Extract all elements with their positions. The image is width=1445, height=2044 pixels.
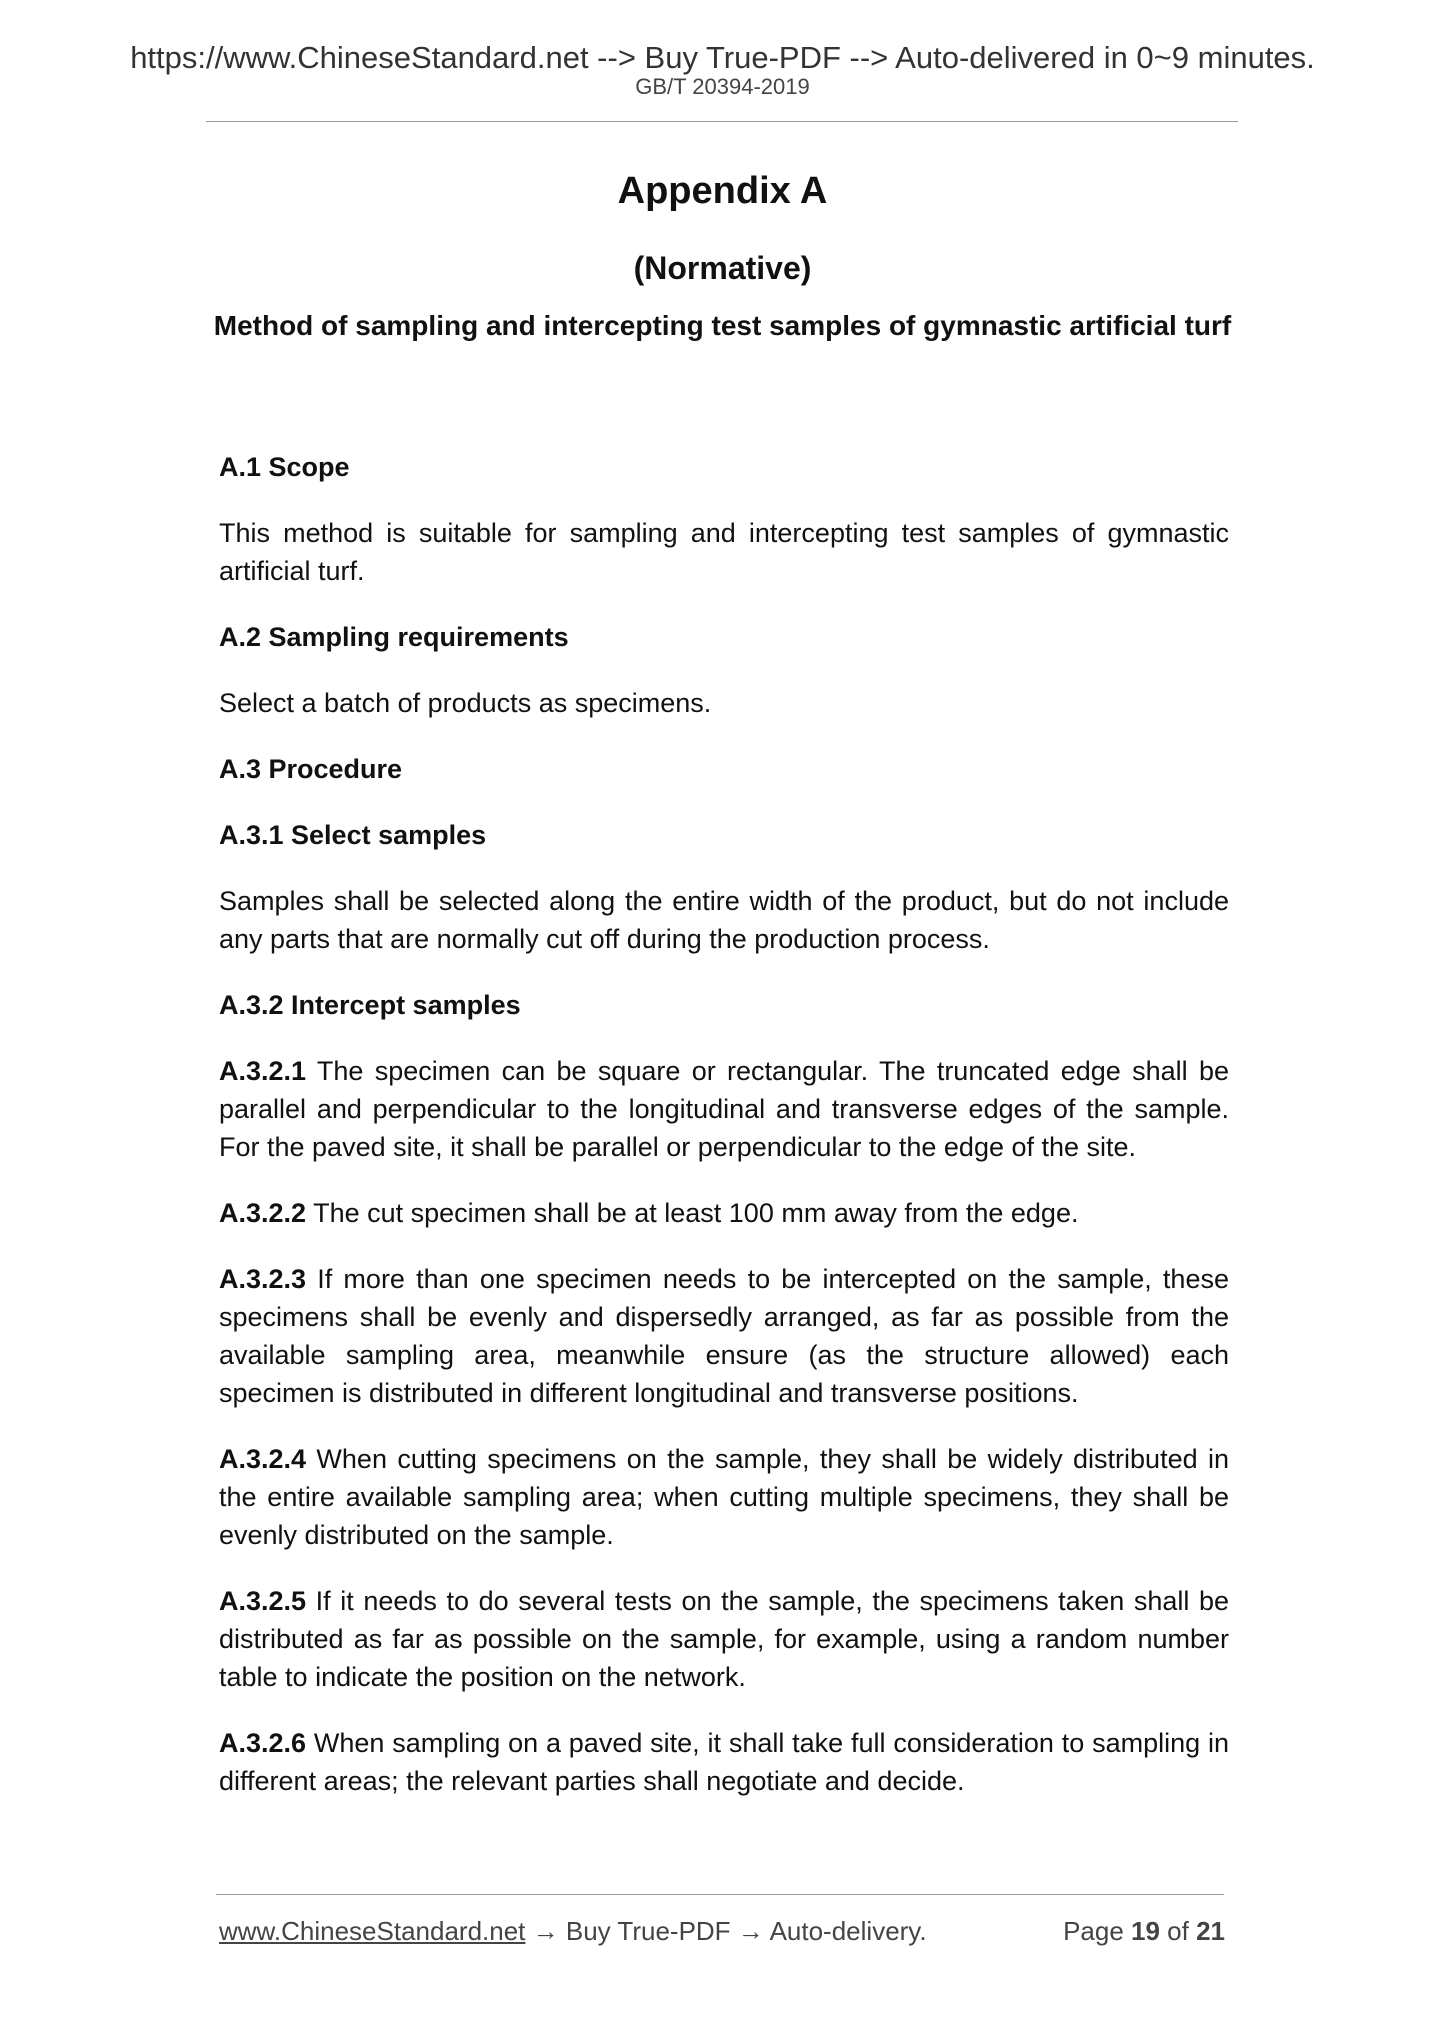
- clause-text: When sampling on a paved site, it shall take full consideration to sampling in different areas; the relevant parties shall negotiate and decide.: [219, 1728, 1229, 1796]
- clause-a323: [219, 1260, 1229, 1412]
- section-heading-a1: A.1 Scope: [219, 452, 350, 482]
- section-heading-a3: A.3 Procedure: [219, 754, 403, 784]
- clause-text: The cut specimen shall be at least 100 mm away from the edge.: [306, 1198, 1079, 1228]
- section-heading-a31: A.3.1 Select samples: [219, 820, 487, 850]
- clause-a326: [219, 1724, 1229, 1800]
- clause-text: If it needs to do several tests on the sample, the specimens taken shall be distributed as far as possible on the sample, for example, using a random number table to indicate the position on the network.: [219, 1586, 1229, 1692]
- section-heading-a2: A.2 Sampling requirements: [219, 622, 569, 652]
- clause-a324: [219, 1440, 1229, 1554]
- of-label: of: [1159, 1916, 1197, 1946]
- clause-a322: [219, 1194, 1229, 1232]
- footer-divider: [216, 1894, 1224, 1895]
- section-text-a1: This method is suitable for sampling and intercepting test samples of gymnastic artificial turf.: [219, 518, 1229, 586]
- header-divider: [206, 121, 1238, 122]
- standard-code: GB/T 20394-2019: [635, 74, 810, 99]
- page-number: [1063, 1915, 1225, 1947]
- section-heading-a32: A.3.2 Intercept samples: [219, 990, 521, 1020]
- clause-text: When cutting specimens on the sample, they shall be widely distributed in the entire available sampling area; when cutting multiple specimens, they shall be evenly distributed on the sample.: [219, 1444, 1229, 1550]
- clause-number: A.3.2.1: [219, 1056, 307, 1086]
- clause-a325: [219, 1582, 1229, 1696]
- document-body: [219, 448, 1229, 1828]
- footer-promo-text: → Buy True-PDF → Auto-delivery.: [525, 1916, 927, 1946]
- footer-site-link[interactable]: www.ChineseStandard.net: [219, 1916, 526, 1946]
- section-text-a2: Select a batch of products as specimens.: [219, 688, 712, 718]
- clause-number: A.3.2.4: [219, 1444, 307, 1474]
- footer-promo: [219, 1915, 927, 1947]
- clause-number: A.3.2.3: [219, 1264, 307, 1294]
- section-text-a31: Samples shall be selected along the entire width of the product, but do not include any parts that are normally cut off during the production process.: [219, 886, 1229, 954]
- clause-number: A.3.2.2: [219, 1198, 307, 1228]
- clause-a321: [219, 1052, 1229, 1166]
- top-banner: https://www.ChineseStandard.net --> Buy True-PDF --> Auto-delivered in 0~9 minutes.: [130, 40, 1315, 75]
- appendix-name: Method of sampling and intercepting test samples of gymnastic artificial turf: [213, 310, 1232, 341]
- clause-text: The specimen can be square or rectangular. The truncated edge shall be parallel and perpendicular to the longitudinal and transverse edges of the sample. For the paved site, it shall be parallel or perpendicular to the edge of the site.: [219, 1056, 1229, 1162]
- clause-text: If more than one specimen needs to be intercepted on the sample, these specimens shall be evenly and dispersedly arranged, as far as possible from the available sampling area, meanwhile ensure (as the structure allowed) each specimen is distributed in different longitudinal and transverse positions.: [219, 1264, 1229, 1408]
- clause-number: A.3.2.6: [219, 1728, 307, 1758]
- page-label: Page: [1063, 1916, 1132, 1946]
- appendix-subtitle: (Normative): [633, 250, 812, 286]
- clause-number: A.3.2.5: [219, 1586, 307, 1616]
- current-page: 19: [1131, 1916, 1160, 1946]
- appendix-title: Appendix A: [617, 170, 828, 212]
- total-pages: 21: [1196, 1916, 1225, 1946]
